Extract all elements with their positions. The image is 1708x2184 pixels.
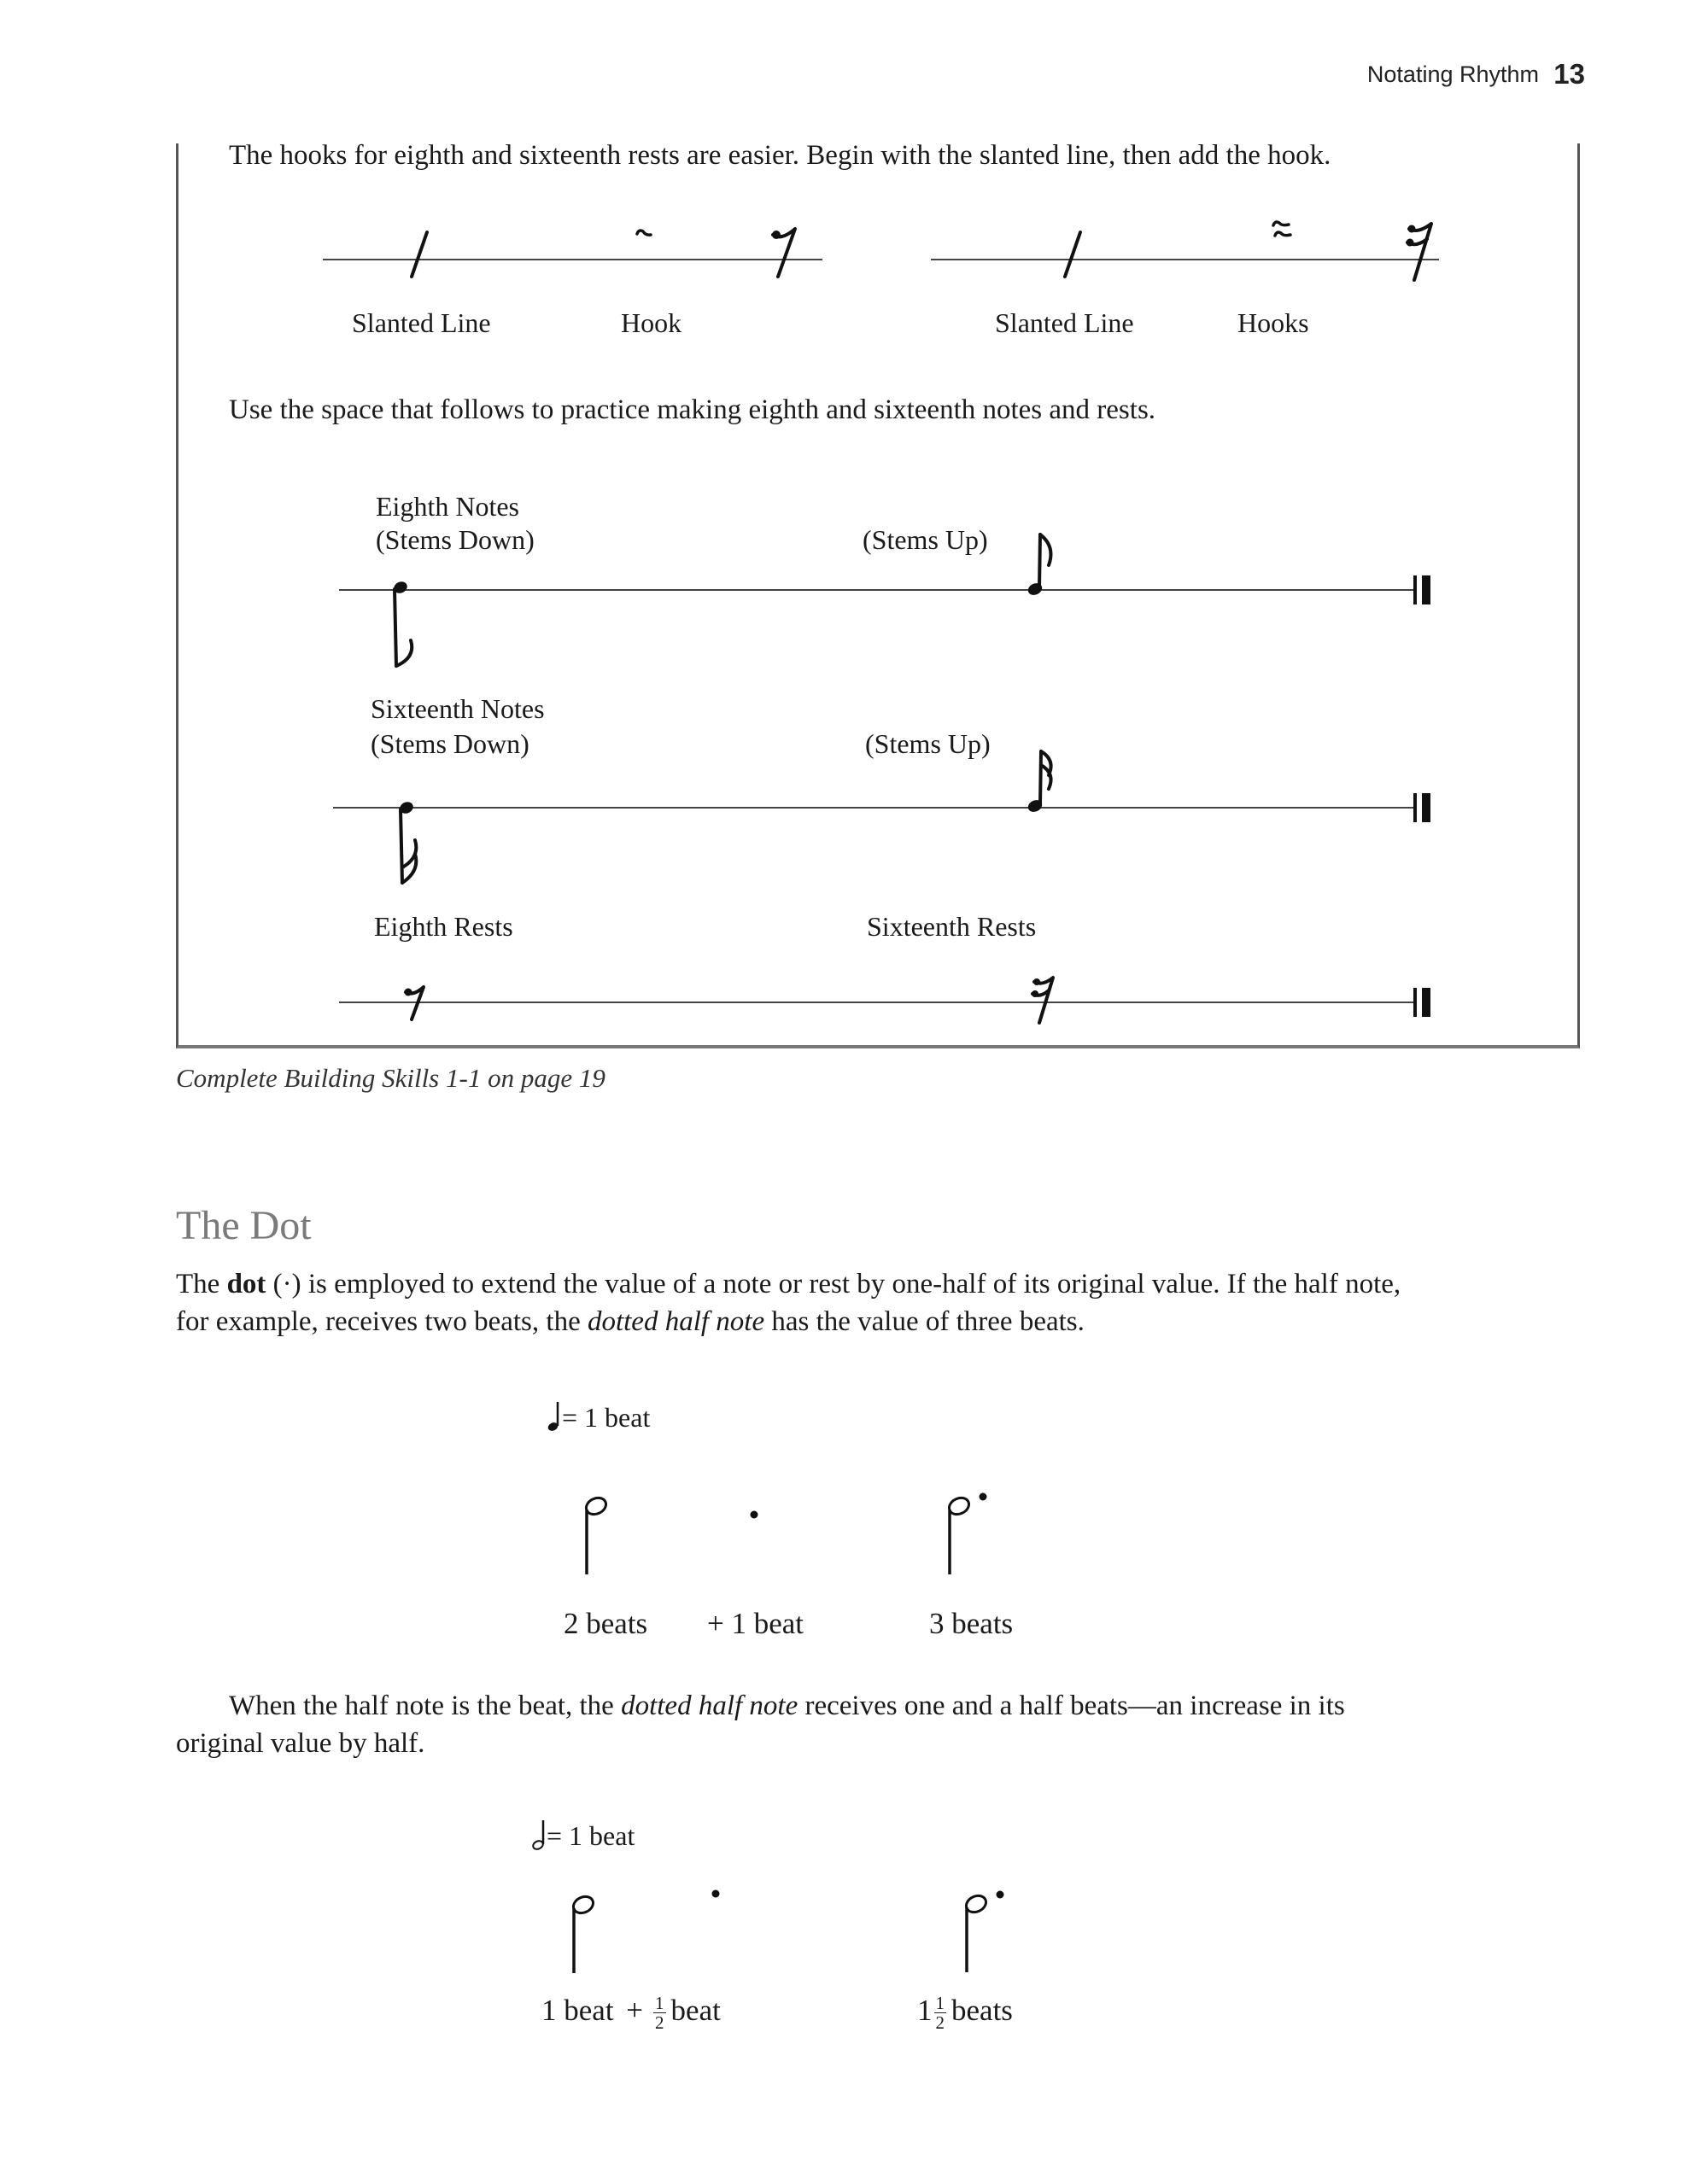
label-1-beat-plus-half-beat <box>541 1989 721 2032</box>
label-1-beat: 1 beat <box>541 1994 614 2027</box>
eighth-rest-icon <box>400 984 434 1026</box>
label-1-and-half-beats <box>917 1989 1013 2032</box>
sixteenth-note-stem-down-icon <box>395 796 446 898</box>
label-plus-1-beat: + 1 beat <box>707 1607 804 1640</box>
eighth-notes-stems-up-label: (Stems Up) <box>863 524 988 555</box>
running-head: Notating Rhythm <box>1366 61 1539 87</box>
half-note-icon <box>559 1891 602 1977</box>
half-note-beat-paragraph <box>176 1687 1423 1762</box>
half-note-beat-equation: = 1 beat <box>547 1820 635 1851</box>
half-note-beat-text-1: When the half note is the beat, the <box>229 1691 622 1721</box>
dot-term: dot <box>226 1269 266 1299</box>
demo-left-label-slanted: Slanted Line <box>352 307 491 338</box>
dotted-half-note-term: dotted half note <box>587 1306 765 1337</box>
demo-right-label-hooks: Hooks <box>1237 307 1309 338</box>
demo-right-label-slanted: Slanted Line <box>995 307 1134 338</box>
dot-intro-paragraph <box>176 1265 1423 1340</box>
eighth-note-stem-up-icon <box>1025 528 1076 604</box>
sixteenth-rests-label: Sixteenth Rests <box>867 911 1037 942</box>
demo-left-staff-line <box>323 259 822 260</box>
eighth-rest-icon <box>764 224 807 283</box>
eighth-notes-label: Eighth Notes <box>376 491 519 522</box>
label-3-beats: 3 beats <box>929 1607 1014 1640</box>
hooks-icon <box>1268 219 1297 246</box>
caption-building-skills: Complete Building Skills 1-1 on page 19 <box>176 1063 605 1093</box>
fraction-denominator: 2 <box>655 2012 664 2034</box>
dotted-half-note-icon <box>935 1491 995 1576</box>
label-beat: beat <box>670 1994 721 2027</box>
fraction-numerator: 1 <box>655 1993 664 2014</box>
slanted-line-icon <box>1055 229 1106 280</box>
final-barline <box>1413 793 1434 822</box>
demo-right-staff-line <box>931 259 1439 260</box>
half-note-small-icon <box>531 1819 548 1853</box>
one-half-fraction <box>653 1994 666 2032</box>
slanted-line-icon <box>401 229 453 280</box>
sixteenth-notes-label: Sixteenth Notes <box>371 693 545 724</box>
half-note-icon <box>572 1492 615 1578</box>
dot-icon <box>709 1887 722 1901</box>
fraction-numerator: 1 <box>935 1993 945 2014</box>
quarter-note-beat-equation: = 1 beat <box>562 1402 651 1433</box>
dot-intro-text-2: (·) is employed to extend the value of a note or rest by one-half of its original value. If the half note, for example, receives two beats, the <box>176 1269 1401 1337</box>
page-number: 13 <box>1553 58 1585 90</box>
hooks-intro-text: The hooks for eighth and sixteenth rests are easier. Begin with the slanted line, then add the hook. <box>229 140 1331 171</box>
label-2-beats: 2 beats <box>564 1607 648 1640</box>
plus-sign: + <box>626 1994 644 2027</box>
dot-intro-text-3: has the value of three beats. <box>764 1306 1085 1337</box>
rests-staff <box>339 1001 1413 1003</box>
sixteenth-rest-icon <box>1027 975 1062 1030</box>
sixteenth-rest-icon <box>1399 220 1442 287</box>
quarter-note-icon <box>547 1400 564 1434</box>
final-barline <box>1413 575 1434 604</box>
eighth-rests-label: Eighth Rests <box>374 911 513 942</box>
sixteenth-notes-staff <box>333 807 1413 809</box>
sixteenth-notes-stems-down-label: (Stems Down) <box>371 728 529 759</box>
demo-left-label-hook: Hook <box>621 307 682 338</box>
sixteenth-note-stem-up-icon <box>1025 745 1076 821</box>
half-note-beat-text-2: receives one and a half beats—an increase in its original value by half. <box>176 1691 1345 1759</box>
section-heading: The Dot <box>176 1203 312 1248</box>
final-barline <box>1413 988 1434 1017</box>
sixteenth-notes-stems-up-label: (Stems Up) <box>865 728 991 759</box>
mixed-number-whole: 1 <box>917 1994 933 2027</box>
label-beats: beats <box>951 1994 1013 2027</box>
dot-intro-text-1: The <box>176 1269 227 1299</box>
hook-icon <box>632 224 658 249</box>
practice-intro-text: Use the space that follows to practice making eighth and sixteenth notes and rests. <box>229 394 1156 425</box>
one-half-fraction <box>934 1994 947 2032</box>
eighth-note-stem-down-icon <box>389 574 440 676</box>
eighth-notes-stems-down-label: (Stems Down) <box>376 524 535 555</box>
eighth-notes-staff <box>339 589 1413 591</box>
dotted-half-note-icon <box>952 1889 1012 1974</box>
fraction-denominator: 2 <box>935 2012 945 2034</box>
dot-icon <box>747 1508 761 1521</box>
dotted-half-note-term: dotted half note <box>621 1691 798 1721</box>
